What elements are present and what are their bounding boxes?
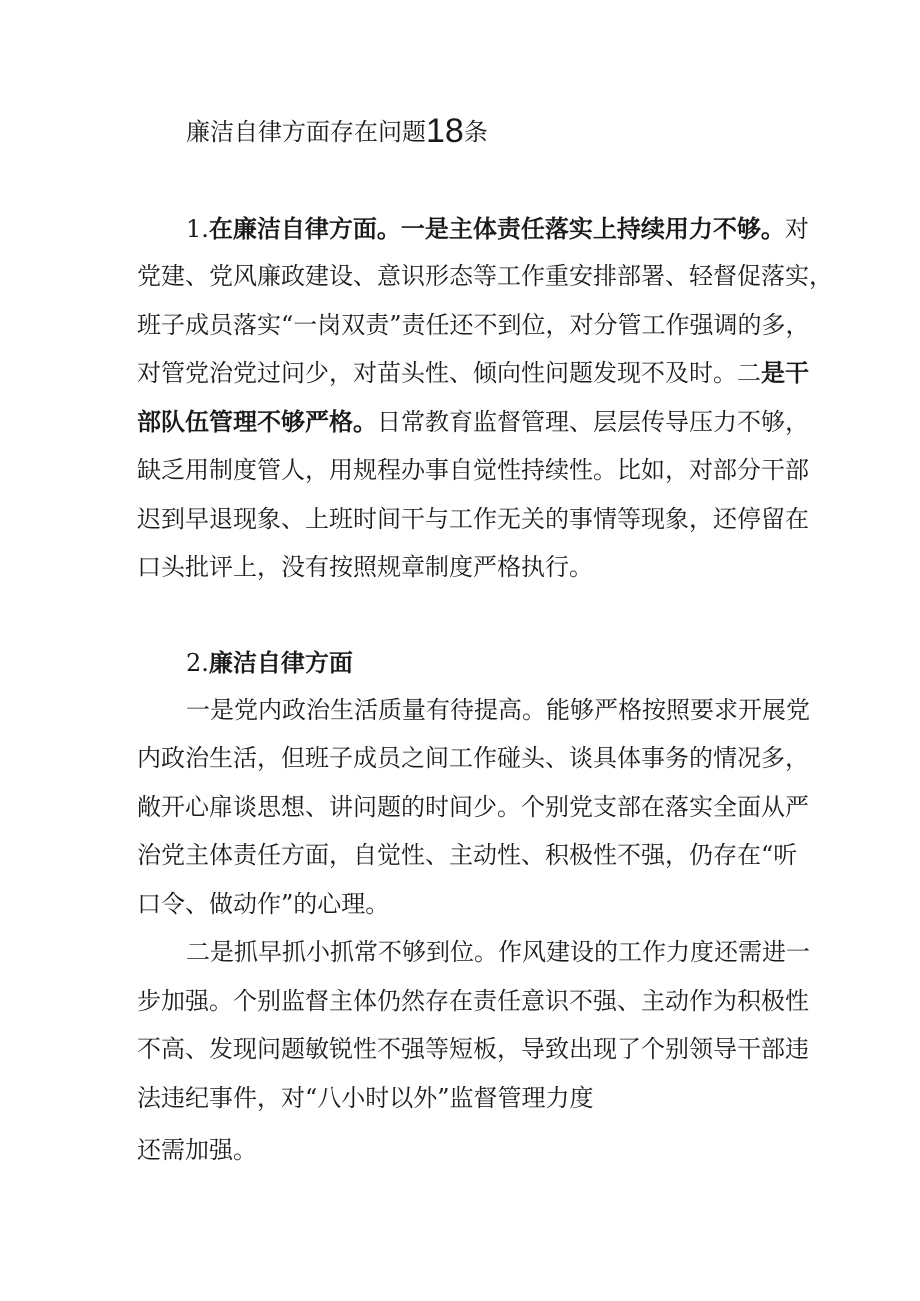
section1-line-4: 对管党治党过问少，对苗头性、倾向性问题发现不及时。二是干 — [137, 359, 809, 387]
section2-p2-line-1: 二是抓早抓小抓常不够到位。作风建设的工作力度还需进一 — [186, 938, 810, 966]
section2-p2-line-5: 还需加强。 — [137, 1136, 257, 1164]
page-title — [186, 112, 488, 150]
title-text: 廉洁自律方面存在问题 — [186, 118, 426, 146]
section1-number: 1. — [186, 215, 209, 243]
section1-line-5: 部队伍管理不够严格。日常教育监督管理、层层传导压力不够， — [137, 408, 809, 436]
title-suffix: 条 — [463, 118, 488, 146]
section2-p1-line-4: 治党主体责任方面，自觉性、主动性、积极性不强，仍存在“听 — [137, 841, 798, 869]
section2-heading: 2.廉洁自律方面 — [186, 649, 353, 677]
section2-p2-line-4: 法违纪事件，对“八小时以外”监督管理力度 — [137, 1084, 594, 1112]
section1-line-7: 迟到早退现象、上班时间干与工作无关的事情等现象，还停留在 — [137, 505, 809, 533]
section1-line-6: 缺乏用制度管人，用规程办事自觉性持续性。比如，对部分干部 — [137, 456, 809, 484]
section2-p2-line-3: 不高、发现问题敏锐性不强等短板，导致出现了个别领导干部违 — [137, 1035, 809, 1063]
section1-line-3: 班子成员落实“一岗双责”责任还不到位，对分管工作强调的多， — [137, 311, 810, 339]
section2-p1-line-1: 一是党内政治生活质量有待提高。能够严格按照要求开展党 — [186, 696, 810, 724]
section1-line-1: 1.在廉洁自律方面。一是主体责任落实上持续用力不够。对 — [186, 215, 809, 243]
section1-subheading: 部队伍管理不够严格。 — [137, 408, 377, 436]
section1-line-2: 党建、党风廉政建设、意识形态等工作重安排部署、轻督促落实， — [137, 262, 833, 290]
section2-p1-line-2: 内政治生活，但班子成员之间工作碰头、谈具体事务的情况多， — [137, 744, 809, 772]
section2-p1-line-3: 敞开心扉谈思想、讲问题的时间少。个别党支部在落实全面从严 — [137, 793, 809, 821]
section1-line-8: 口头批评上，没有按照规章制度严格执行。 — [137, 553, 593, 581]
section2-p1-line-5: 口令、做动作”的心理。 — [137, 890, 390, 918]
section1-heading: 在廉洁自律方面。一是主体责任落实上持续用力不够。 — [208, 215, 785, 243]
section2-p2-line-2: 步加强。个别监督主体仍然存在责任意识不强、主动作为积极性 — [137, 987, 809, 1015]
title-number: 18 — [426, 112, 464, 150]
